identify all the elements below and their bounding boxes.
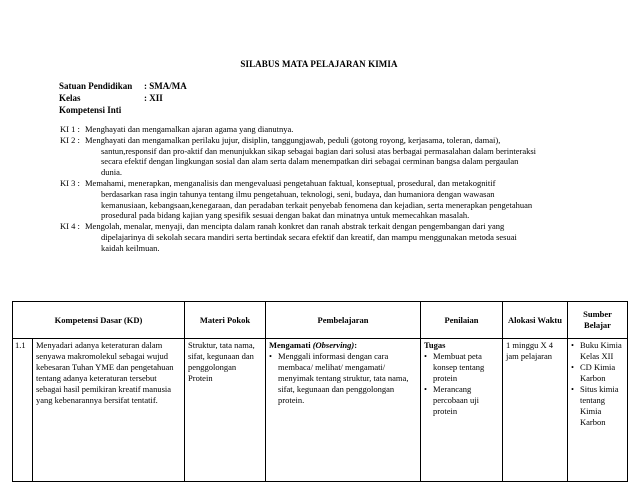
ki-text [84, 124, 600, 135]
ki-code: KI 4 : [60, 221, 80, 232]
ki-item [60, 178, 600, 221]
header-sumber-belajar: Sumber Belajar [568, 302, 628, 339]
list-item-text: Situs kimia tentang Kimia Karbon [580, 384, 619, 427]
penilaian-cell [421, 339, 503, 482]
sumber-list [571, 340, 624, 428]
kd-number: 1.1 [13, 339, 33, 482]
list-item-text: Membuat peta konsep tentang protein [433, 351, 485, 383]
header-alokasi-waktu: Alokasi Waktu [503, 302, 568, 339]
ki-line: Menghayati dan mengamalkan ajaran agama yang dianutnya. [85, 124, 294, 134]
list-item-text: Menggali informasi dengan cara membaca/ melihat/ mengamati/ menyimak tentang struktur, tata nama, sifat, kegunaan dan penggolongan protein. [278, 351, 409, 405]
list-item-text: CD Kimia Karbon [580, 362, 616, 383]
list-item-text: Buku Kimia Kelas XII [580, 340, 622, 361]
ki-line: berdasarkan rasa ingin tahunya tentang ilmu pengetahuan, teknologi, seni, budaya, dan humaniora dengan wawasan [101, 188, 495, 199]
meta-value: : XII [144, 93, 163, 103]
ki-item [60, 221, 600, 253]
pembelajaran-heading [269, 340, 417, 351]
ki-line: kaidah keilmuan. [101, 242, 160, 253]
pembelajaran-cell [266, 339, 421, 482]
list-item [424, 384, 499, 417]
ki-text [84, 221, 600, 253]
sumber-cell [568, 339, 628, 482]
syllabus-table [12, 301, 628, 482]
alokasi-waktu-text: 1 minggu X 4 jam pelajaran [503, 339, 568, 482]
ki-text [84, 135, 600, 178]
table-header-row [13, 302, 628, 339]
penilaian-heading: Tugas [424, 340, 446, 350]
header-penilaian: Penilaian [421, 302, 503, 339]
ki-line: secara efektif dengan lingkungan sosial dan alam serta dalam menempatkan diri sebagai cerminan bangsa dalam pergaulan [101, 156, 519, 167]
ki-line: Memahami, menerapkan, menganalisis dan mengevaluasi pengetahuan faktual, konseptual, prosedural, dan metakognitif [85, 177, 496, 188]
document-meta [59, 80, 187, 116]
ki-line: santun,responsif dan pro-aktif dan menunjukkan sikap sebagai bagian dari solusi atas berbagai permasalahan dalam berinteraksi [101, 145, 537, 156]
ki-item [60, 124, 600, 135]
ki-line: dunia. [101, 167, 123, 178]
bullet-icon: • [424, 384, 427, 394]
meta-label: Kelas [59, 93, 81, 103]
list-item-text: Merancang percobaan uji protein [433, 384, 480, 416]
document-title: SILABUS MATA PELAJARAN KIMIA [240, 59, 398, 69]
list-item [269, 351, 417, 406]
penilaian-list [424, 351, 499, 417]
ki-line: kemanusiaan, kebangsaan,kenegaraan, dan peradaban terkait penyebab fenomena dan kejadian, serta menerapkan pengetahuan [101, 199, 533, 210]
meta-label: Satuan Pendidikan [59, 81, 133, 91]
ki-item [60, 135, 600, 178]
ki-heading: Kompetensi Inti [59, 105, 122, 115]
list-item [424, 351, 499, 384]
ki-code: KI 2 : [60, 134, 80, 145]
table-row [13, 339, 628, 482]
ki-line: Mengolah, menalar, menyaji, dan mencipta dalam ranah konkret dan ranah abstrak terkait dengan pengembangan dari yang [85, 221, 505, 232]
bullet-icon: • [269, 351, 272, 361]
ki-code: KI 3 : [60, 177, 80, 188]
ki-line: Menghayati dan mengamalkan perilaku jujur, disiplin, tanggungjawab, peduli (gotong royong, kerjasama, toleran, damai), [85, 134, 501, 145]
list-item [571, 384, 624, 428]
bullet-icon: • [424, 351, 427, 361]
header-kd: Kompetensi Dasar (KD) [13, 302, 185, 339]
meta-row-satuan [59, 80, 187, 92]
list-item [571, 362, 624, 384]
pembelajaran-heading-italic: (Observing) [312, 340, 355, 350]
ki-line: dipelajarinya di sekolah secara mandiri serta bertindak secara efektif dan kreatif, dan mampu menggunakan metoda sesuai [101, 231, 517, 242]
bullet-icon: • [571, 362, 574, 372]
pembelajaran-heading-colon: : [354, 340, 358, 350]
bullet-icon: • [571, 384, 574, 394]
ki-text [84, 178, 600, 221]
pembelajaran-list [269, 351, 417, 406]
kd-text: Menyadari adanya keteraturan dalam senyawa makromolekul sebagai wujud kebesaran Tuhan YME dan pengetahuan tentang adanya keteraturan tersebut sebagai hasil pemikiran kreatif manusia yang kebenarannya bersifat tentatif. [33, 339, 185, 482]
ki-line: prosedural pada bidang kajian yang spesifik sesuai dengan bakat dan minatnya untuk memecahkan masalah. [101, 210, 470, 221]
meta-value: : SMA/MA [144, 81, 187, 91]
pembelajaran-heading-label: Mengamati [269, 340, 311, 350]
meta-row-kelas [59, 92, 187, 104]
ki-list [60, 124, 600, 254]
header-pembelajaran: Pembelajaran [266, 302, 421, 339]
header-materi: Materi Pokok [185, 302, 266, 339]
bullet-icon: • [571, 340, 574, 350]
list-item [571, 340, 624, 362]
materi-text: Struktur, tata nama, sifat, kegunaan dan penggolongan Protein [185, 339, 266, 482]
ki-code: KI 1 : [60, 124, 80, 134]
